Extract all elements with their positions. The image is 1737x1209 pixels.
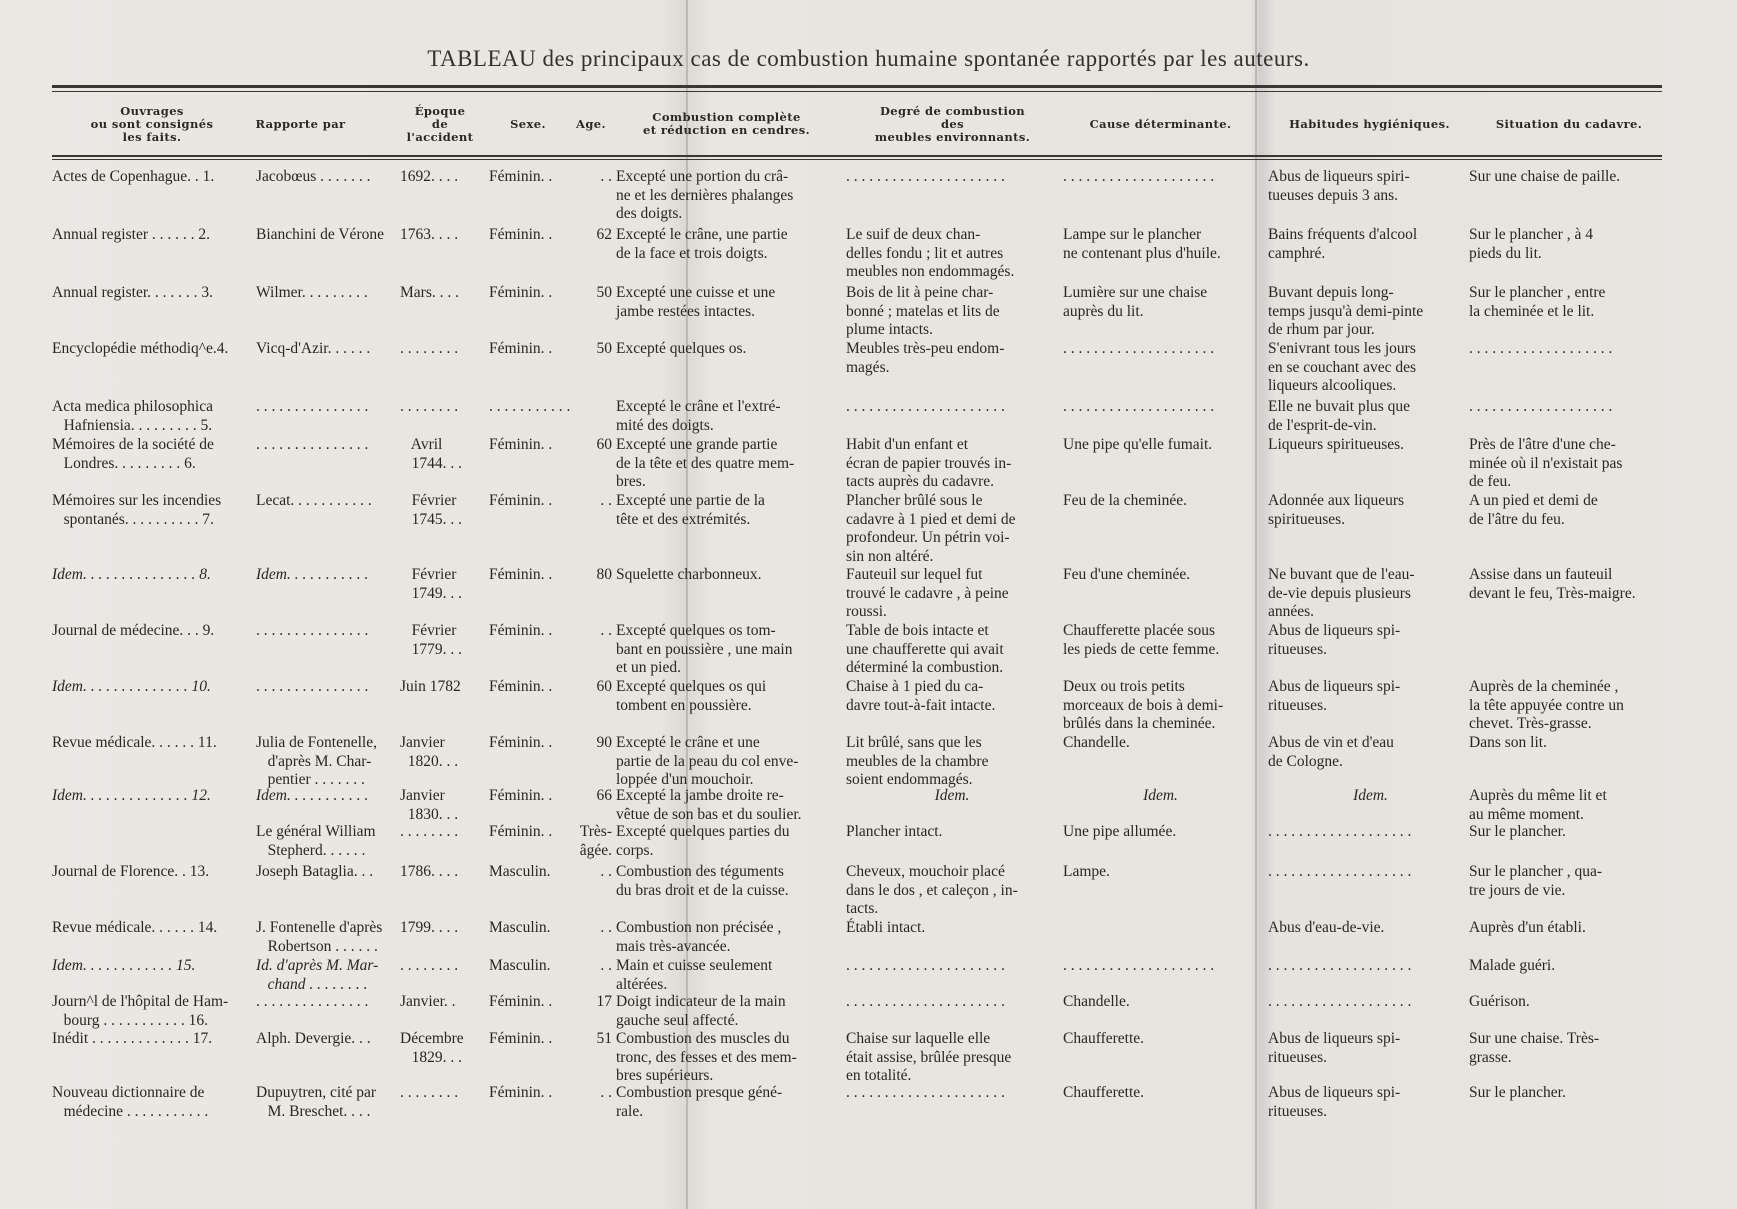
header-rule — [52, 155, 1662, 157]
cell-age: . . — [600, 622, 612, 639]
cell-meubles: . . . . . . . . . . . . . . . . . . . . . — [846, 993, 1005, 1010]
cell-habitudes: Abus de liqueurs spiri- tueuses depuis 3 ans. — [1268, 168, 1410, 204]
cell-rapporte-par: Bianchini de Vérone — [256, 226, 384, 243]
cell-epoque: . . . . . . . . — [400, 340, 459, 357]
cell-combustion: Excepté quelques os qui tombent en poussière. — [616, 678, 767, 714]
cell-ouvrage: Annual register. . . . . . . 3. — [52, 284, 214, 301]
cell-meubles: Meubles très-peu endom- magés. — [846, 340, 1005, 376]
cell-sexe: Féminin. . — [489, 168, 553, 185]
cell-situation: Sur le plancher , qua- tre jours de vie. — [1469, 863, 1602, 899]
cell-rapporte-par: Lecat. . . . . . . . . . . — [256, 492, 372, 509]
cell-combustion: Excepté la jambe droite re- vêtue de son bas et du soulier. — [616, 787, 802, 823]
cell-epoque: 1799. . . . — [400, 919, 459, 936]
cell-sexe: Masculin. — [489, 863, 551, 880]
cell-rapporte-par: Wilmer. . . . . . . . . — [256, 284, 368, 301]
cell-rapporte-par: Vicq-d'Azir. . . . . . — [256, 340, 371, 357]
cell-habitudes: Bains fréquents d'alcool camphré. — [1268, 226, 1418, 262]
cell-sexe: Féminin. . — [489, 340, 553, 357]
cell-rapporte-par: . . . . . . . . . . . . . . . — [256, 622, 369, 639]
cell-sexe: Féminin. . — [489, 622, 553, 639]
cell-age: 50 — [596, 284, 612, 301]
cell-habitudes: Idem. — [1353, 787, 1388, 804]
cell-rapporte-par: Alph. Devergie. . . — [256, 1030, 371, 1047]
cell-combustion: Excepté quelques parties du corps. — [616, 823, 790, 859]
cell-cause: Idem. — [1143, 787, 1178, 804]
cell-epoque: . . . . . . . . — [400, 1084, 459, 1101]
cell-situation: Sur le plancher. — [1469, 823, 1566, 840]
cell-age: 51 — [596, 1030, 612, 1047]
header-age: Age. — [576, 116, 606, 131]
cell-situation: Sur le plancher. — [1469, 1084, 1566, 1101]
cell-rapporte-par: Id. d'après M. Mar- chand . . . . . . . . — [256, 957, 379, 993]
header-ouvrages: Ouvrages ou sont consignés les faits. — [90, 103, 214, 144]
cell-epoque: . . . . . . . . — [400, 398, 459, 415]
cell-combustion: Squelette charbonneux. — [616, 566, 762, 583]
cell-sexe: Féminin. . — [489, 492, 553, 509]
cell-ouvrage: Journ^l de l'hôpital de Ham- bourg . . . . . . . . . . . 16. — [52, 993, 229, 1029]
cell-combustion: Excepté quelques os tom- bant en poussière , une main et un pied. — [616, 622, 793, 676]
cell-meubles: Établi intact. — [846, 919, 926, 936]
cell-ouvrage: Nouveau dictionnaire de médecine . . . . . . . . . . . — [52, 1084, 209, 1120]
cell-situation: A un pied et demi de de l'âtre du feu. — [1469, 492, 1598, 528]
cell-sexe: Féminin. . — [489, 436, 553, 453]
cell-habitudes: Abus d'eau-de-vie. — [1268, 919, 1385, 936]
cell-situation: . . . . . . . . . . . . . . . . . . . — [1469, 398, 1613, 415]
cell-habitudes: Ne buvant que de l'eau- de-vie depuis plusieurs années. — [1268, 566, 1415, 620]
cell-rapporte-par: Le général William Stepherd. . . . . . — [256, 823, 376, 859]
cell-habitudes: . . . . . . . . . . . . . . . . . . . — [1268, 823, 1412, 840]
cell-ouvrage: Encyclopédie méthodiq^e.4. — [52, 340, 229, 357]
cell-combustion: Doigt indicateur de la main gauche seul affecté. — [616, 993, 786, 1029]
cell-habitudes: Buvant depuis long- temps jusqu'à demi-pinte de rhum par jour. — [1268, 284, 1424, 338]
cell-combustion: Combustion non précisée , mais très-avancée. — [616, 919, 782, 955]
cell-cause: Lampe. — [1063, 863, 1110, 880]
cell-situation: Sur une chaise. Très- grasse. — [1469, 1030, 1600, 1066]
cell-combustion: Combustion des téguments du bras droit et de la cuisse. — [616, 863, 789, 899]
cell-situation: Malade guéri. — [1469, 957, 1556, 974]
cell-cause: Lumière sur une chaise auprès du lit. — [1063, 284, 1208, 320]
cell-age: 62 — [596, 226, 612, 243]
cell-combustion: Combustion presque géné- rale. — [616, 1084, 783, 1120]
cell-rapporte-par: Joseph Bataglia. . . — [256, 863, 374, 880]
cell-epoque: Mars. . . . — [400, 284, 459, 301]
cell-situation: Guérison. — [1469, 993, 1530, 1010]
cell-habitudes: Elle ne buvait plus que de l'esprit-de-vin. — [1268, 398, 1411, 434]
cell-epoque: Février 1779. . . — [411, 622, 462, 658]
cell-meubles: Idem. — [934, 787, 970, 804]
header-epoque: Époque de l'accident — [406, 103, 474, 144]
cell-age: 66 — [596, 787, 612, 804]
cell-sexe: Féminin. . — [489, 1030, 553, 1047]
cell-age: 80 — [596, 566, 612, 583]
cell-epoque: . . . . . . . . — [400, 957, 459, 974]
cell-cause: Une pipe qu'elle fumait. — [1063, 436, 1213, 453]
cell-epoque: Février 1745. . . — [411, 492, 462, 528]
header-rule — [52, 91, 1662, 92]
table-title: TABLEAU des principaux cas de combustion humaine spontanée rapportés par les auteurs. — [427, 46, 1310, 71]
cell-ouvrage: Idem. . . . . . . . . . . . . . 10. — [52, 678, 211, 695]
cell-meubles: . . . . . . . . . . . . . . . . . . . . . — [846, 398, 1005, 415]
cell-rapporte-par: . . . . . . . . . . . . . . . — [256, 993, 369, 1010]
cell-cause: Chaufferette. — [1063, 1030, 1145, 1047]
cell-age: . . — [600, 1084, 612, 1101]
cell-cause: Chaufferette. — [1063, 1084, 1145, 1101]
cell-situation: Sur une chaise de paille. — [1469, 168, 1621, 185]
cell-sexe: Féminin. . — [489, 678, 553, 695]
cell-epoque: 1786. . . . — [400, 863, 459, 880]
cell-meubles: Bois de lit à peine char- bonné ; matelas et lits de plume intacts. — [846, 284, 1000, 338]
cell-meubles: Plancher intact. — [846, 823, 943, 840]
cell-cause: Chandelle. — [1063, 993, 1130, 1010]
cell-habitudes: Adonnée aux liqueurs spiritueuses. — [1268, 492, 1405, 528]
cell-cause: . . . . . . . . . . . . . . . . . . . . — [1063, 957, 1215, 974]
cell-rapporte-par: . . . . . . . . . . . . . . . — [256, 398, 369, 415]
cell-rapporte-par: . . . . . . . . . . . . . . . — [256, 436, 369, 453]
cell-meubles: Table de bois intacte et une chaufferette qui avait déterminé la combustion. — [846, 622, 1004, 676]
header-habitudes: Habitudes hygiéniques. — [1289, 116, 1450, 131]
cell-sexe: Féminin. . — [489, 226, 553, 243]
cell-epoque: Janvier. . — [400, 993, 456, 1010]
cell-cause: . . . . . . . . . . . . . . . . . . . . — [1063, 340, 1215, 357]
header-degre: Degré de combustion des meubles environnants. — [874, 103, 1031, 144]
cell-sexe: Masculin. — [489, 957, 551, 974]
cell-combustion: Main et cuisse seulement altérées. — [616, 957, 773, 993]
cell-combustion: Excepté une grande partie de la tête et des quatre mem- bres. — [616, 436, 795, 490]
cell-combustion: Excepté le crâne, une partie de la face et trois doigts. — [616, 226, 788, 262]
cell-epoque: 1692. . . . — [400, 168, 459, 185]
cell-situation: Près de l'âtre d'une che- minée où il n'existait pas de feu. — [1469, 436, 1623, 490]
cell-combustion: Excepté le crâne et l'extré- mité des doigts. — [616, 398, 781, 434]
header-sexe: Sexe. — [510, 116, 546, 131]
header-cause: Cause déterminante. — [1089, 116, 1232, 131]
cell-rapporte-par: Jacobœus . . . . . . . — [256, 168, 371, 185]
cell-age: . . — [600, 957, 612, 974]
cell-ouvrage: Inédit . . . . . . . . . . . . . 17. — [52, 1030, 213, 1047]
cell-habitudes: Abus de liqueurs spi- ritueuses. — [1268, 1030, 1401, 1066]
cell-combustion: Excepté quelques os. — [616, 340, 747, 357]
header-rapporte-par: Rapporte par — [255, 116, 346, 131]
cell-cause: . . . . . . . . . . . . . . . . . . . . — [1063, 168, 1215, 185]
cell-habitudes: S'enivrant tous les jours en se couchant avec des liqueurs alcooliques. — [1268, 340, 1417, 394]
cell-cause: Deux ou trois petits morceaux de bois à demi- brûlés dans la cheminée. — [1063, 678, 1224, 732]
cell-combustion: Excepté le crâne et une partie de la peau du col enve- loppée d'un mouchoir. — [616, 734, 799, 788]
cell-meubles: Chaise sur laquelle elle était assise, brûlée presque en totalité. — [846, 1030, 1012, 1084]
cell-meubles: . . . . . . . . . . . . . . . . . . . . . — [846, 1084, 1005, 1101]
cell-habitudes: Abus de liqueurs spi- ritueuses. — [1268, 1084, 1401, 1120]
cell-situation: Dans son lit. — [1469, 734, 1547, 751]
cell-meubles: Lit brûlé, sans que les meubles de la chambre soient endommagés. — [846, 734, 989, 788]
cell-age: . . — [600, 492, 612, 509]
cell-habitudes: Abus de liqueurs spi- ritueuses. — [1268, 622, 1401, 658]
cell-situation: Sur le plancher , entre la cheminée et le lit. — [1469, 284, 1606, 320]
cell-rapporte-par: Idem. . . . . . . . . . . — [256, 787, 369, 804]
cell-meubles: Chaise à 1 pied du ca- davre tout-à-fait intacte. — [846, 678, 996, 714]
cell-rapporte-par: Julia de Fontenelle, d'après M. Char- pentier . . . . . . . — [256, 734, 377, 788]
cell-meubles: Habit d'un enfant et écran de papier trouvés in- tacts auprès du cadavre. — [846, 436, 1012, 490]
cell-meubles: Le suif de deux chan- delles fondu ; lit et autres meubles non endommagés. — [846, 226, 1015, 280]
cell-ouvrage: Mémoires de la société de Londres. . . . . . . . . 6. — [52, 436, 214, 472]
cell-situation: Auprès d'un établi. — [1469, 919, 1586, 936]
header-situation: Situation du cadavre. — [1495, 116, 1643, 131]
cell-meubles: Plancher brûlé sous le cadavre à 1 pied et demi de profondeur. Un pétrin voi- sin non altéré. — [846, 492, 1016, 565]
cell-situation: Auprès de la cheminée , la tête appuyée contre un chevet. Très-grasse. — [1469, 678, 1624, 732]
header-combustion: Combustion complète et réduction en cendres. — [643, 110, 810, 137]
cell-ouvrage: Annual register . . . . . . 2. — [52, 226, 210, 243]
cell-combustion: Excepté une portion du crâ- ne et les dernières phalanges des doigts. — [616, 168, 794, 222]
cell-cause: Une pipe allumée. — [1063, 823, 1177, 840]
cell-rapporte-par: Idem. . . . . . . . . . . — [256, 566, 369, 583]
cell-habitudes: Liqueurs spiritueuses. — [1268, 436, 1405, 453]
cell-meubles: . . . . . . . . . . . . . . . . . . . . . — [846, 168, 1005, 185]
cell-age: . . — [600, 919, 612, 936]
cell-ouvrage: Idem. . . . . . . . . . . . 15. — [52, 957, 196, 974]
cell-epoque: Avril 1744. . . — [410, 436, 462, 472]
cell-epoque: Juin 1782 — [400, 678, 461, 695]
cell-sexe: Féminin. . — [489, 787, 553, 804]
cell-combustion: Excepté une cuisse et une jambe restées intactes. — [616, 284, 776, 320]
cell-age: 90 — [596, 734, 612, 751]
cell-epoque: Février 1749. . . — [411, 566, 462, 602]
cell-sexe: . . . . . . . . . . . — [489, 398, 571, 415]
cell-ouvrage: Revue médicale. . . . . . 14. — [52, 919, 218, 936]
cell-cause: Chandelle. — [1063, 734, 1130, 751]
cell-ouvrage: Actes de Copenhague. . 1. — [52, 168, 215, 185]
cell-age: 17 — [596, 993, 612, 1010]
cell-ouvrage: Journal de Florence. . 13. — [52, 863, 210, 880]
cell-rapporte-par: Dupuytren, cité par M. Breschet. . . . — [256, 1084, 377, 1120]
cell-cause: Lampe sur le plancher ne contenant plus d'huile. — [1063, 226, 1221, 262]
cell-ouvrage: Revue médicale. . . . . . 11. — [52, 734, 217, 751]
cell-sexe: Féminin. . — [489, 284, 553, 301]
cell-ouvrage: Idem. . . . . . . . . . . . . . . 8. — [52, 566, 211, 583]
cell-sexe: Féminin. . — [489, 1084, 553, 1101]
cell-situation: Sur le plancher , à 4 pieds du lit. — [1469, 226, 1593, 262]
cell-rapporte-par: . . . . . . . . . . . . . . . — [256, 678, 369, 695]
cell-epoque: Décembre 1829. . . — [400, 1030, 464, 1066]
cell-cause: Chaufferette placée sous les pieds de cette femme. — [1063, 622, 1220, 658]
cell-cause: Feu d'une cheminée. — [1063, 566, 1191, 583]
cell-age: 60 — [596, 436, 612, 453]
cell-meubles: Fauteuil sur lequel fut trouvé le cadavre , à peine roussi. — [846, 566, 1009, 620]
cell-meubles: Cheveux, mouchoir placé dans le dos , et caleçon , in- tacts. — [846, 863, 1018, 917]
cell-ouvrage: Idem. . . . . . . . . . . . . . 12. — [52, 787, 211, 804]
cell-situation: Assise dans un fauteuil devant le feu, Très-maigre. — [1469, 566, 1636, 602]
cell-situation: Auprès du même lit et au même moment. — [1469, 787, 1607, 823]
cell-epoque: Janvier 1820. . . — [400, 734, 459, 770]
cell-ouvrage: Acta medica philosophica Hafniensia. . . . . . . . . 5. — [52, 398, 213, 434]
cell-cause: Feu de la cheminée. — [1063, 492, 1187, 509]
cell-sexe: Féminin. . — [489, 566, 553, 583]
cell-habitudes: Abus de liqueurs spi- ritueuses. — [1268, 678, 1401, 714]
cell-ouvrage: Journal de médecine. . . 9. — [52, 622, 215, 639]
cell-epoque: . . . . . . . . — [400, 823, 459, 840]
cell-cause: . . . . . . . . . . . . . . . . . . . . — [1063, 398, 1215, 415]
cell-ouvrage: Mémoires sur les incendies spontanés. . . . . . . . . . 7. — [52, 492, 222, 528]
header-rule — [52, 159, 1662, 160]
cell-combustion: Combustion des muscles du tronc, des fesses et des mem- bres supérieurs. — [616, 1030, 797, 1084]
header-rule — [52, 85, 1662, 88]
cell-age: 60 — [596, 678, 612, 695]
cell-habitudes: Abus de vin et d'eau de Cologne. — [1268, 734, 1394, 770]
cell-combustion: Excepté une partie de la tête et des extrémités. — [616, 492, 765, 528]
cell-situation: . . . . . . . . . . . . . . . . . . . — [1469, 340, 1613, 357]
cell-age: . . — [600, 168, 612, 185]
cell-sexe: Féminin. . — [489, 734, 553, 751]
cell-sexe: Féminin. . — [489, 993, 553, 1010]
cell-age: 50 — [596, 340, 612, 357]
cell-epoque: Janvier 1830. . . — [400, 787, 459, 823]
cell-habitudes: . . . . . . . . . . . . . . . . . . . — [1268, 993, 1412, 1010]
cell-meubles: . . . . . . . . . . . . . . . . . . . . . — [846, 957, 1005, 974]
cell-habitudes: . . . . . . . . . . . . . . . . . . . — [1268, 957, 1412, 974]
cell-epoque: 1763. . . . — [400, 226, 459, 243]
cell-age: Très- âgée. — [579, 823, 612, 859]
cell-age: . . — [600, 863, 612, 880]
cell-rapporte-par: J. Fontenelle d'après Robertson . . . . . . — [256, 919, 383, 955]
cell-sexe: Féminin. . — [489, 823, 553, 840]
cell-sexe: Masculin. — [489, 919, 551, 936]
cell-habitudes: . . . . . . . . . . . . . . . . . . . — [1268, 863, 1412, 880]
